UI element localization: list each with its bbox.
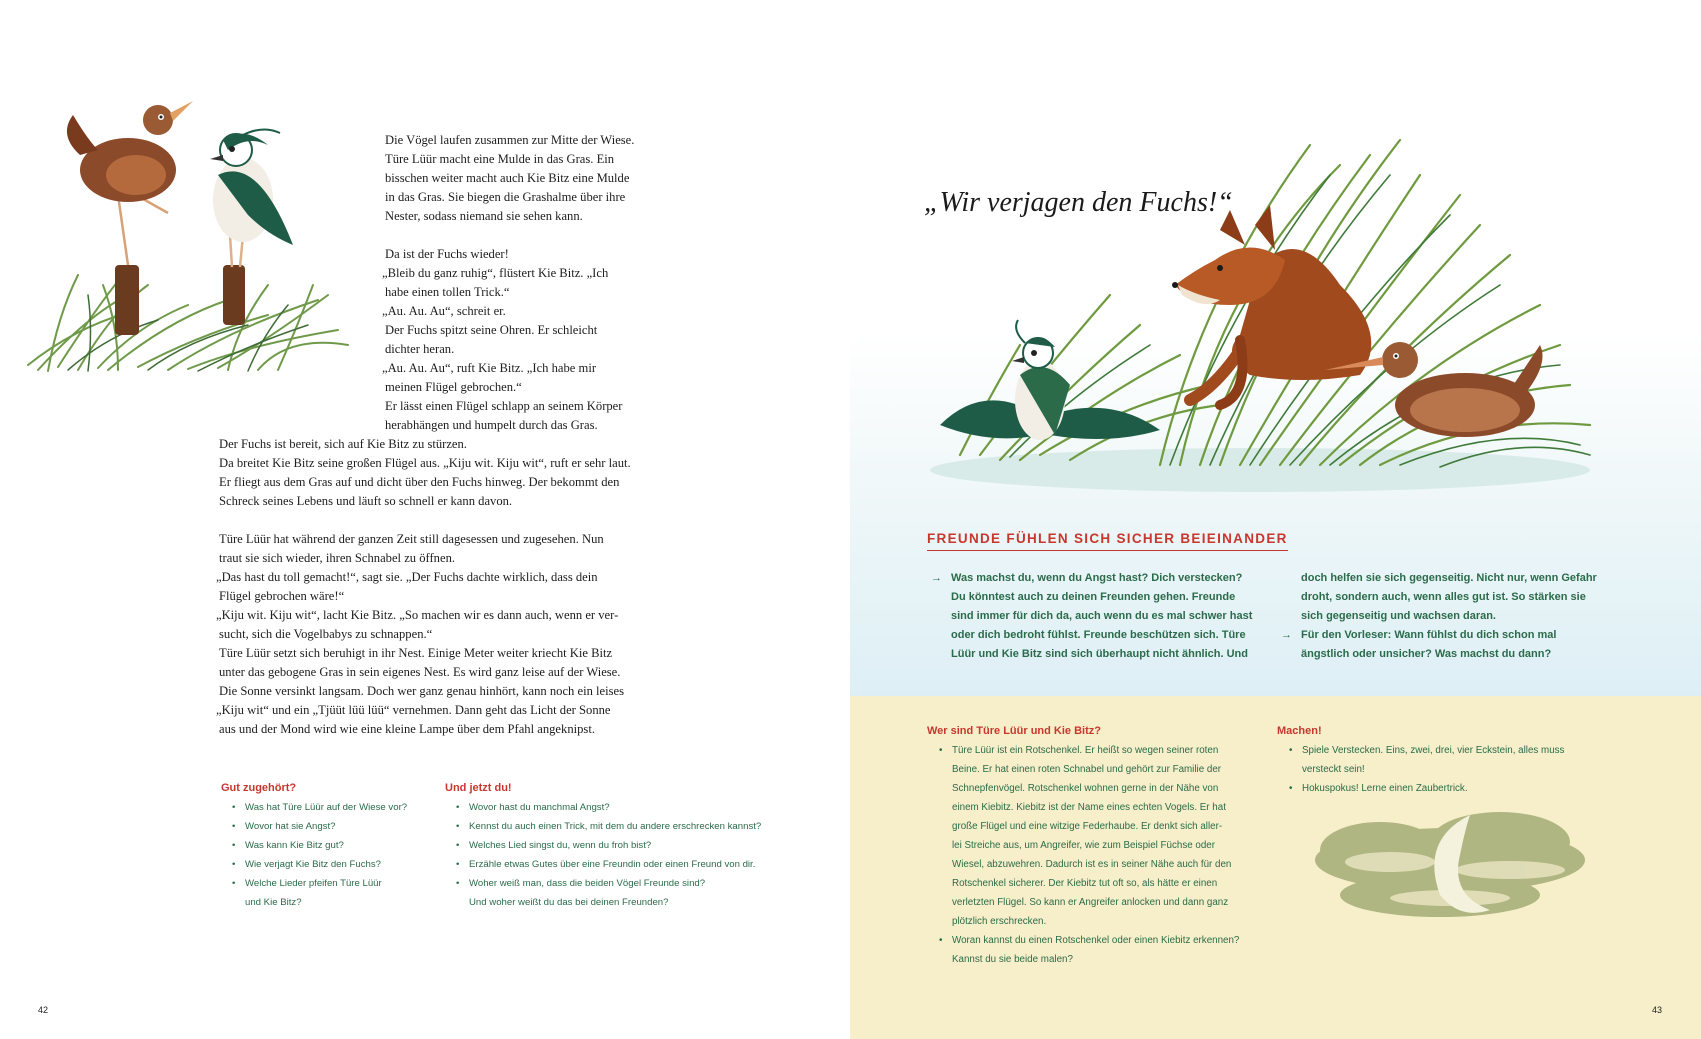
story-line: Flügel gebrochen wäre!“ — [219, 589, 345, 603]
arrow-icon: → — [1281, 629, 1292, 641]
story-line: in das Gras. Sie biegen die Grashalme über ihre — [385, 190, 626, 204]
explanation-line: droht, sondern auch, wenn alles gut ist. So stärken sie — [1301, 591, 1586, 603]
list-item: • Was hat Türe Lüür auf der Wiese vor? — [221, 798, 407, 817]
story-line: „Das hast du toll gemacht!“, sagt sie. „Der Fuchs dachte wirklich, dass dein — [216, 570, 598, 584]
story-line: Türe Lüür macht eine Mulde in das Gras. Ein — [385, 152, 615, 166]
story-line: meinen Flügel gebrochen.“ — [385, 380, 522, 394]
info-line: Wiesel, abzuwehren. Dadurch ist es in seiner Nähe auch für den — [952, 859, 1232, 870]
listening-questions — [221, 778, 407, 912]
info-line: Rotschenkel sicherer. Der Kiebitz tut oft so, als hätte er einen — [952, 878, 1218, 889]
info-line: lei Streiche aus, um Angreifer, wie zum Beispiel Füchse oder — [952, 840, 1216, 851]
explanation-line: → Was machst du, wenn du Angst hast? Dich verstecken? — [951, 569, 1252, 588]
info-line: Beine. Er hat einen roten Schnabel und gehört zur Familie der — [952, 764, 1222, 775]
list-item: • Wovor hat sie Angst? — [221, 817, 407, 836]
now-you-heading: Und jetzt du! — [445, 782, 512, 794]
story-line: traut sie sich wieder, ihren Schnabel zu öffnen. — [219, 551, 456, 565]
story-line: „Bleib du ganz ruhig“, flüstert Kie Bitz. „Ich — [382, 266, 609, 280]
arrow-icon: → — [931, 572, 942, 584]
story-text — [216, 131, 659, 739]
list-item: • Was kann Kie Bitz gut? — [221, 836, 407, 855]
story-line: bisschen weiter macht auch Kie Bitz eine Mulde — [385, 171, 630, 185]
list-item: • Woher weiß man, dass die beiden Vögel Freunde sind? — [445, 874, 761, 893]
wooden-post-left — [115, 265, 139, 335]
info-line: • Spiele Verstecken. Eins, zwei, drei, vier Eckstein, alles muss — [1277, 741, 1564, 760]
list-item: Und woher weißt du das bei deinen Freunden? — [469, 897, 669, 908]
story-line: aus und der Mond wird wie eine kleine Lampe über dem Pfahl angeknipst. — [219, 722, 595, 736]
ground-shadow — [930, 448, 1590, 492]
make-heading: Machen! — [1277, 725, 1322, 737]
explanation-line: oder dich bedroht fühlst. Freunde beschützen sich. Türe — [951, 629, 1246, 641]
story-line: Nester, sodass niemand sie sehen kann. — [385, 209, 583, 223]
list-item: und Kie Bitz? — [245, 897, 302, 908]
story-line: dichter heran. — [385, 342, 455, 356]
story-line: Türe Lüür setzt sich beruhigt in ihr Nest. Einige Meter weiter kriecht Kie Bitz — [219, 646, 613, 660]
info-line: große Flügel und eine witzige Federhaube. Er denkt sich aller- — [952, 821, 1223, 832]
page-number-right: 43 — [1652, 1005, 1663, 1015]
info-line: Schnepfenvögel. Rotschenkel wohnen gerne in der Nähe von — [952, 783, 1219, 794]
listening-heading: Gut zugehört? — [221, 782, 297, 794]
lapwing-spreading-wings — [940, 320, 1160, 440]
story-line: sucht, sich die Vogelbabys zu schnappen.“ — [219, 627, 433, 641]
story-line: Er lässt einen Flügel schlapp an seinem Körper — [385, 399, 623, 413]
story-line: „Kiju wit. Kiju wit“, lacht Kie Bitz. „So machen wir es dann auch, wenn er ver- — [216, 608, 619, 622]
story-line: Der Fuchs ist bereit, sich auf Kie Bitz zu stürzen. — [219, 437, 467, 451]
story-line: Schreck seines Lebens und läuft so schnell er kann davon. — [219, 494, 513, 508]
explanation-line: sind immer für dich da, auch wenn du es mal schwer hast — [951, 610, 1253, 622]
story-line: Da breitet Kie Bitz seine großen Flügel aus. „Kiju wit. Kiju wit“, ruft er sehr laut. — [219, 456, 631, 470]
now-you-questions — [445, 778, 761, 912]
story-line: habe einen tollen Trick.“ — [385, 285, 510, 299]
story-line: Die Vögel laufen zusammen zur Mitte der Wiese. — [385, 133, 635, 147]
story-line: Die Sonne versinkt langsam. Doch wer ganz genau hinhört, kann noch ein leises — [219, 684, 624, 698]
list-item: • Welches Lied singst du, wenn du froh bist? — [445, 836, 761, 855]
story-line: unter das gebogene Gras in sein eigenes Nest. Es wird ganz leise auf der Wiese. — [219, 665, 621, 679]
info-line: Kannst du sie beide malen? — [952, 954, 1073, 965]
who-heading: Wer sind Türe Lüür und Kie Bitz? — [927, 725, 1101, 737]
explanation-column-1 — [931, 569, 1253, 664]
list-item: • Wovor hast du manchmal Angst? — [445, 798, 761, 817]
story-line: Türe Lüür hat während der ganzen Zeit still dagesessen und zugesehen. Nun — [219, 532, 604, 546]
make-section — [1277, 721, 1564, 798]
moon-clouds-illustration — [1300, 800, 1600, 930]
section-heading: FREUNDE FÜHLEN SICH SICHER BEIEINANDER — [927, 531, 1288, 551]
info-line: • Hokuspokus! Lerne einen Zaubertrick. — [1277, 779, 1564, 798]
info-line: plötzlich erschrecken. — [952, 916, 1047, 927]
story-line: herabhängen und humpelt durch das Gras. — [385, 418, 598, 432]
info-line: verletzten Flügel. So kann er Angreifer anlocken und dann ganz — [952, 897, 1229, 908]
who-are-they-section — [927, 721, 1239, 969]
fox — [1172, 205, 1371, 405]
info-line: • Woran kannst du einen Rotschenkel oder einen Kiebitz erkennen? — [927, 931, 1239, 950]
explanation-line: doch helfen sie sich gegenseitig. Nicht nur, wenn Gefahr — [1301, 572, 1597, 584]
info-line: • Türe Lüür ist ein Rotschenkel. Er heißt so wegen seiner roten — [927, 741, 1239, 760]
list-item: • Erzähle etwas Gutes über eine Freundin oder einen Freund von dir. — [445, 855, 761, 874]
explanation-line: → Für den Vorleser: Wann fühlst du dich schon mal — [1301, 626, 1597, 645]
page-number-left: 42 — [38, 1005, 49, 1015]
explanation-line: Lüür und Kie Bitz sind sich überhaupt nicht ähnlich. Und — [951, 648, 1248, 660]
explanation-line: sich gegenseitig und wachsen daran. — [1301, 610, 1496, 622]
list-item: • Kennst du auch einen Trick, mit dem du andere erschrecken kannst? — [445, 817, 761, 836]
story-line: Da ist der Fuchs wieder! — [385, 247, 509, 261]
chapter-title: „Wir verjagen den Fuchs!“ — [924, 187, 1233, 218]
redshank-bird-left — [67, 101, 193, 265]
explanation-column-2 — [1281, 569, 1597, 664]
story-line: Er fliegt aus dem Gras auf und dicht über den Fuchs hinweg. Der bekommt den — [219, 475, 620, 489]
info-line: einem Kiebitz. Kiebitz ist der Name eines echten Vogels. Er hat — [952, 802, 1226, 813]
explanation-line: ängstlich oder unsicher? Was machst du dann? — [1301, 648, 1552, 660]
list-item: • Welche Lieder pfeifen Türe Lüür — [221, 874, 407, 893]
story-line: Der Fuchs spitzt seine Ohren. Er schleicht — [385, 323, 598, 337]
story-line: „Au. Au. Au“, schreit er. — [382, 304, 506, 318]
story-line: „Kiju wit“ und ein „Tjüüt lüü lüü“ vernehmen. Dann geht das Licht der Sonne — [216, 703, 611, 717]
explanation-line: Du könntest auch zu deinen Freunden gehen. Freunde — [951, 591, 1236, 603]
story-line: „Au. Au. Au“, ruft Kie Bitz. „Ich habe mir — [382, 361, 597, 375]
info-line: versteckt sein! — [1302, 764, 1365, 775]
list-item: • Wie verjagt Kie Bitz den Fuchs? — [221, 855, 407, 874]
